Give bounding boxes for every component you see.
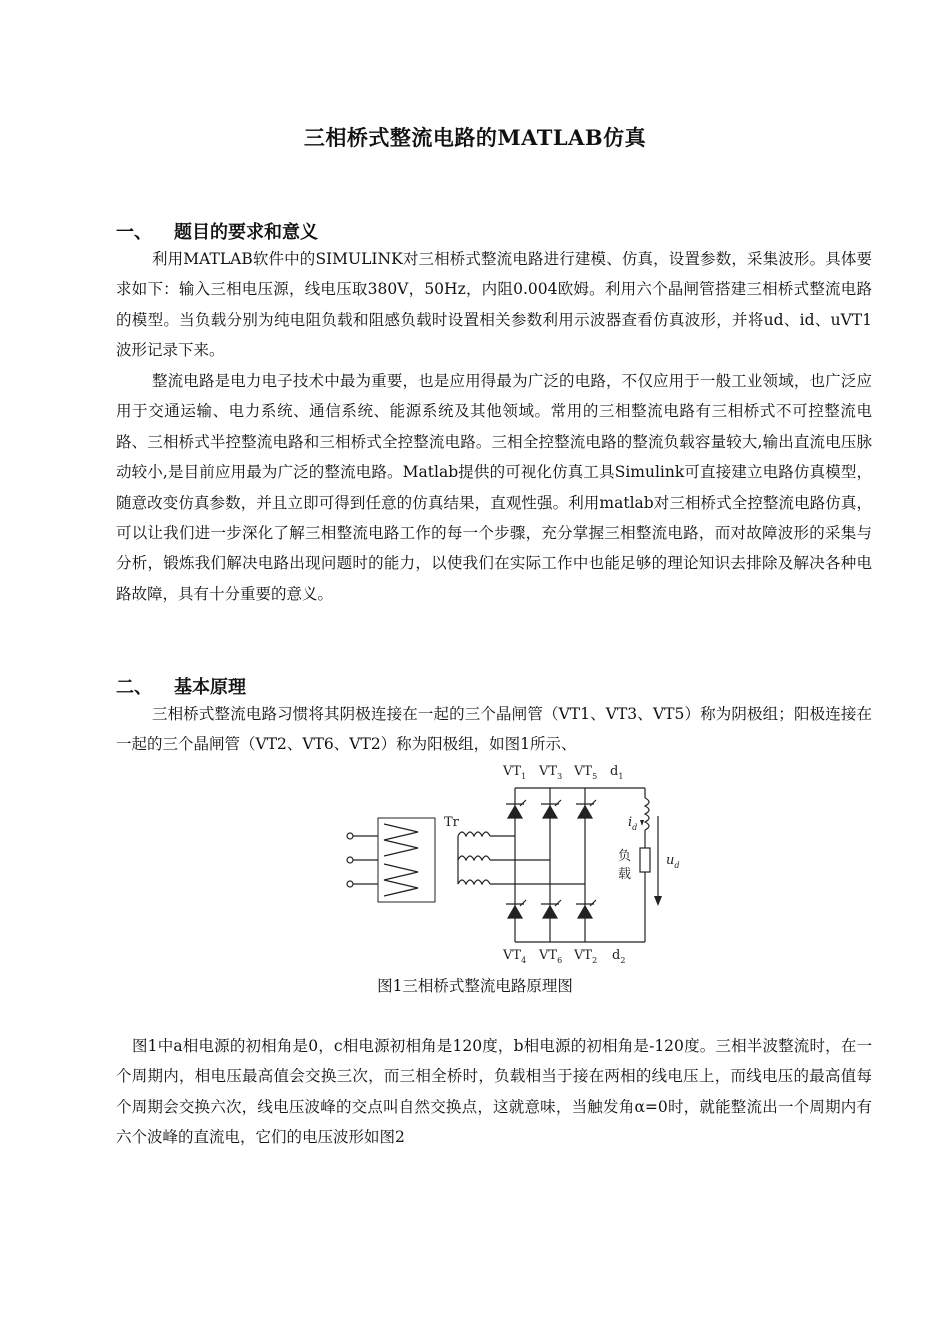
label-vt5: $VT_5$	[574, 764, 598, 781]
input-terminal-c	[347, 881, 353, 887]
secondary-coil-b	[458, 856, 490, 860]
section-number-2: 二、	[116, 677, 152, 698]
load-inductor	[645, 798, 649, 830]
thyristor-vt5	[576, 800, 596, 818]
secondary-coil-c	[458, 880, 490, 884]
section-heading-1	[116, 218, 318, 244]
primary-coil-b	[384, 864, 418, 896]
rectifier-circuit-diagram	[340, 760, 680, 968]
thyristor-vt2	[576, 900, 596, 918]
label-id: $i_d$	[628, 815, 638, 832]
label-vt4: $VT_4$	[503, 948, 527, 965]
label-d2: $d_2$	[612, 948, 626, 965]
thyristor-vt4	[506, 900, 526, 918]
label-ud: $u_d$	[666, 853, 680, 870]
label-transformer: Tr	[444, 815, 459, 830]
figure-caption: 图1三相桥式整流电路原理图	[377, 977, 573, 995]
paragraph-significance: 整流电路是电力电子技术中最为重要，也是应用得最为广泛的电路，不仅应用于一般工业领域，也广泛应用于交通运输、电力系统、通信系统、能源系统及其他领域。常用的三相整流电路有三相桥式不可控整流电路、三相桥式半控整流电路和三相桥式全控整流电路。三相全控整流电路的整流负载容量较大,输出直流电压脉动较小,是目前应用最为广泛的整流电路。Matlab提供的可视化仿真工具Simulink可直接建立电路仿真模型，随意改变仿真参数，并且立即可得到任意的仿真结果，直观性强。利用matlab对三相桥式全控整流电路仿真，可以让我们进一步深化了解三相整流电路工作的每一个步骤，充分掌握三相整流电路，而对故障波形的采集与分析，锻炼我们解决电路出现问题时的能力，以使我们在实际工作中也能足够的理论知识去排除及解决各种电路故障，具有十分重要的意义。	[116, 372, 872, 603]
thyristor-vt3	[541, 800, 561, 818]
label-vt2: $VT_2$	[574, 948, 598, 965]
label-vt6: $VT_6$	[539, 948, 563, 965]
input-terminal-a	[347, 833, 353, 839]
label-load-2: 载	[618, 867, 632, 882]
thyristor-vt6	[541, 900, 561, 918]
input-terminal-b	[347, 857, 353, 863]
section-heading-2	[116, 673, 246, 699]
thyristor-vt1	[506, 800, 526, 818]
load-resistor	[640, 848, 650, 872]
secondary-coil-a	[458, 832, 490, 836]
primary-coil-a	[384, 824, 418, 856]
section-title-2: 基本原理	[174, 677, 246, 698]
paragraph-requirements: 利用MATLAB软件中的SIMULINK对三相桥式整流电路进行建模、仿真，设置参数，采集波形。具体要求如下：输入三相电压源，线电压取380V，50Hz，内阻0.004欧姆。利用六个晶闸管搭建三相桥式整流电路的模型。当负载分别为纯电阻负载和阻感负载时设置相关参数利用示波器查看仿真波形，并将ud、id、uVT1波形记录下来。	[116, 250, 872, 360]
label-d1: $d_1$	[610, 764, 624, 781]
document-title: 三相桥式整流电路的MATLAB仿真	[303, 125, 647, 150]
paragraph-phase-angles: 图1中a相电源的初相角是0，c相电源初相角是120度，b相电源的初相角是-120度。三相半波整流时，在一个周期内，相电压最高值会交换三次，而三相全桥时，负载相当于接在两相的线电压上，而线电压的最高值每个周期会交换六次，线电压波峰的交点叫自然交换点，这就意味，当触发角α=0时，就能整流出一个周期内有六个波峰的直流电，它们的电压波形如图2	[116, 1037, 872, 1147]
label-load-1: 负	[618, 849, 632, 864]
section-number-1: 一、	[116, 222, 152, 243]
label-vt1: $VT_1$	[503, 764, 527, 781]
label-vt3: $VT_3$	[539, 764, 563, 781]
section-title-1: 题目的要求和意义	[174, 222, 318, 243]
paragraph-principle: 三相桥式整流电路习惯将其阴极连接在一起的三个晶闸管（VT1、VT3、VT5）称为阴极组；阳极连接在一起的三个晶闸管（VT2、VT6、VT2）称为阳极组，如图1所示、	[116, 705, 872, 754]
